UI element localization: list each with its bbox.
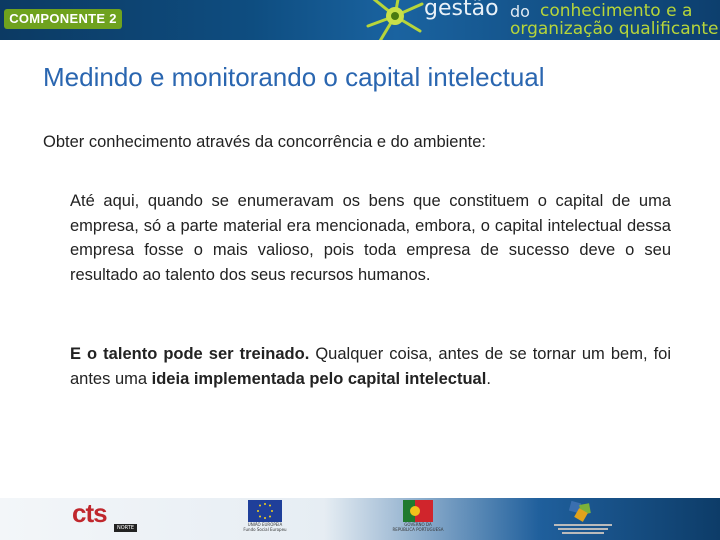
neuron-icon [360,0,430,40]
brand-line-1: conhecimento e a [540,1,693,21]
eu-flag-icon [248,500,282,522]
pt-flag-icon [403,500,433,522]
brand-do: do [510,2,530,21]
p2-bold-1: E o talento pode ser treinado. [70,345,310,363]
paragraph-2 [70,342,671,391]
brand-line-2: organização qualificante [510,19,719,39]
paragraph-1: Até aqui, quando se enumeravam os bens que constituem o capital de uma empresa, só a parte material era mencionada, embora, o capital intelectual dessa empresa fosse o mais valioso, pois toda empresa de sucesso deve o seu resultado ao talento dos seus recursos humanos. [70,192,671,284]
pt-government-logo [388,500,448,536]
eu-logo-line-2: Fundo Social Europeu [243,527,287,532]
component-badge: COMPONENTE 2 [4,9,122,29]
cts-logo-sub: NORTE [114,524,137,532]
intro-text: Obter conhecimento através da concorrência e do ambiente: [43,133,487,151]
top-banner [0,0,720,40]
eu-logo-line-1: UNIÃO EUROPEIA [247,522,283,527]
page-number: 41 [696,480,712,496]
cts-logo [72,500,140,536]
brand-gestao: gestão [424,0,499,21]
qualification-agency-logo [548,500,618,536]
agency-text-line [558,528,608,530]
eu-logo [240,500,290,536]
p2-text-1: Qualquer coisa, antes de se tornar um bem, foi antes uma [70,345,672,388]
pt-logo-line-2: REPÚBLICA PORTUGUESA [392,527,444,532]
agency-emblem-icon [568,500,598,522]
p2-text-2: . [486,369,491,388]
pt-logo-line-1: GOVERNO DA [404,522,432,527]
p2-bold-2: ideia implementada pelo capital intelectual [151,369,487,388]
slide-title: Medindo e monitorando o capital intelectual [43,62,545,92]
agency-text-line [554,524,612,526]
cts-logo-text: cts [72,498,107,528]
agency-text-line [562,532,604,534]
